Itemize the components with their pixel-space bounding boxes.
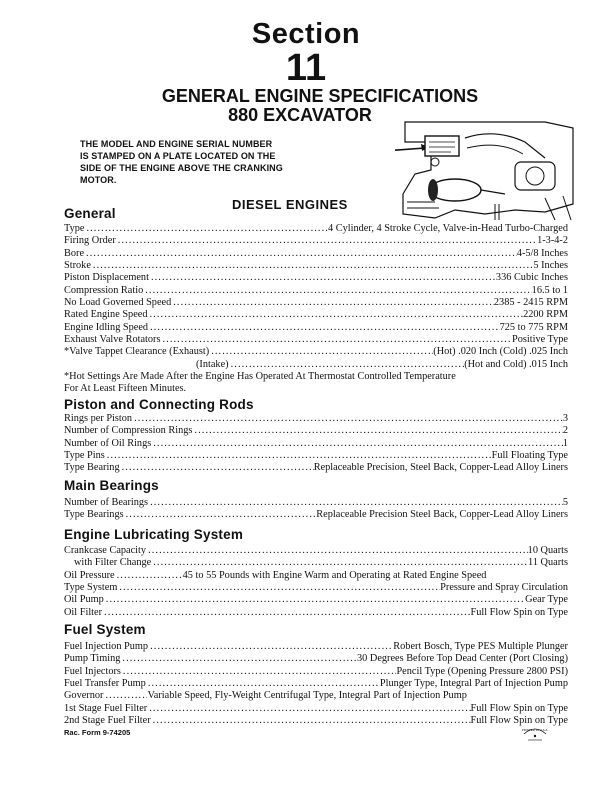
spec-label: Stroke [64,260,91,272]
spec-row [64,297,568,309]
spec-value: 30 Degrees Before Top Dead Center (Port Closing) [357,653,568,665]
spec-value: 10 Quarts [527,545,568,556]
footnote-line: *Hot Settings Are Made After the Engine Has Operated At Thermostat Controlled Temperature [64,371,456,382]
piston-heading: Piston and Connecting Rods [64,397,254,412]
spec-label: Number of Bearings [64,497,149,508]
leader-dots [148,641,393,653]
lubricating-specs [64,545,568,619]
spec-value: (Hot and Cold) .015 Inch [464,358,568,370]
spec-row [64,703,568,715]
spec-label: Oil Filter [64,606,103,618]
leader-dots [147,703,470,715]
spec-label: 2nd Stage Fuel Filter [64,715,151,727]
spec-label: Crankcase Capacity [64,545,147,556]
leader-dots [146,545,528,557]
spec-value: Positive Type [511,334,568,346]
spec-row [64,272,568,284]
union-label-icon [520,722,550,744]
spec-value: 2200 RPM [523,309,568,321]
leader-dots [146,678,380,690]
serial-note-line: MOTOR. [80,175,117,185]
leader-dots [121,666,397,678]
leader-dots [84,223,328,235]
spec-row [64,223,568,235]
leader-dots [209,346,433,358]
spec-row [64,545,568,557]
spec-row [64,346,568,358]
spec-row [64,462,568,474]
union-label-text: PRINTED IN U.S.A. [521,728,549,732]
spec-row [64,425,568,437]
spec-label: Oil Pump [64,594,104,606]
spec-label: with Filter Change [74,557,152,569]
spec-row [64,413,568,425]
leader-dots [171,297,494,309]
fuel-specs [64,641,568,727]
spec-row [64,309,568,321]
spec-row [64,557,568,569]
section-number: 11 [285,47,327,89]
spec-label: Governor [64,690,104,702]
spec-row [64,235,568,247]
section-label: Section [251,18,361,50]
main-bearings-specs [64,497,568,522]
spec-value: 4-5/8 Inches [516,247,568,259]
leader-dots [115,570,183,582]
spec-label: Firing Order [64,235,116,247]
spec-label: (Intake) [196,358,229,370]
spec-label: Type System [64,582,118,594]
spec-value: Replaceable Precision, Steel Back, Copper-Lead Alloy Liners [313,462,568,474]
general-heading: General [64,206,116,221]
spec-row [64,438,568,450]
leader-dots [229,359,465,371]
spec-label: Engine Idling Speed [64,321,149,333]
spec-value: 11 Quarts [528,557,568,569]
general-specs [64,223,568,371]
spec-value: 1-3-4-2 [537,235,568,247]
spec-row [64,607,568,619]
leader-dots [148,322,500,334]
spec-label: Oil Pressure [64,569,115,581]
leader-dots [151,438,563,450]
spec-value: 2385 - 2415 RPM [493,297,568,309]
spec-value: Full Floating Type [491,450,568,462]
spec-value: 336 Cubic Inches [495,272,568,284]
spec-row [64,582,568,594]
spec-row [64,509,568,521]
leader-dots [117,582,440,594]
spec-row [64,594,568,606]
spec-row [64,715,568,727]
leader-dots [124,509,317,521]
leader-dots [105,450,492,462]
spec-value: Robert Bosch, Type PES Multiple Plunger [393,641,568,652]
spec-label: Type Bearing [64,462,120,474]
leader-dots [132,413,563,425]
leader-dots [103,690,147,702]
spec-value: Pressure and Spray Circulation [440,582,568,594]
spec-value: 5 Inches [533,260,568,272]
spec-row [64,359,568,371]
spec-value: 4 Cylinder, 4 Stroke Cycle, Valve-in-Head Turbo-Charged [327,223,568,234]
spec-label: Type Pins [64,450,105,462]
piston-specs [64,413,568,475]
spec-row [64,641,568,653]
spec-value: 45 to 55 Pounds with Engine Warm and Operating at Rated Engine Speed [182,569,487,581]
spec-label: Fuel Injectors [64,665,121,677]
spec-value: 16.5 to 1 [531,284,568,296]
leader-dots [120,462,314,474]
leader-dots [84,248,517,260]
form-number: Rac. Form 9-74205 [64,728,131,737]
spec-label: Rated Engine Speed [64,309,148,321]
spec-row [64,334,568,346]
serial-note-line: SIDE OF THE ENGINE ABOVE THE CRANKING [80,163,283,173]
page-subtitle: 880 EXCAVATOR [228,105,372,125]
leader-dots [151,715,471,727]
spec-label: 1st Stage Fuel Filter [64,702,148,714]
spec-value: Full Flow Spin on Type [470,715,568,727]
spec-value: Full Flow Spin on Type [470,702,568,714]
footnote-line: For At Least Fifteen Minutes. [64,383,187,395]
spec-value: Plunger Type, Integral Part of Injection Pump [379,678,568,690]
temperature-footnote [64,371,568,396]
fuel-heading: Fuel System [64,622,146,637]
main-bearings-heading: Main Bearings [64,478,159,493]
spec-label: Compression Ratio [64,284,144,296]
spec-label: Fuel Transfer Pump [64,678,146,690]
spec-value: (Hot) .020 Inch (Cold) .025 Inch [433,346,568,358]
spec-label: Number of Compression Rings [64,425,193,437]
spec-value: 725 to 775 RPM [499,321,568,333]
spec-row [64,450,568,462]
engine-type-heading: DIESEL ENGINES [232,197,348,212]
spec-label: Fuel Injection Pump [64,641,149,652]
leader-dots [192,425,562,437]
leader-dots [148,497,563,509]
spec-value: Pencil Type (Opening Pressure 2800 PSI) [396,665,568,677]
spec-value: Variable Speed, Fly-Weight Centrifugal Type, Integral Part of Injection Pump [147,690,467,702]
spec-label: Rings per Piston [64,413,133,424]
leader-dots [120,653,357,665]
spec-value: Gear Type [525,594,568,606]
spec-row [64,285,568,297]
serial-note-line: IS STAMPED ON A PLATE LOCATED ON THE [80,151,276,161]
leader-dots [151,557,528,569]
spec-label: Number of Oil Rings [64,437,152,449]
leader-dots [104,594,525,606]
spec-row [64,666,568,678]
spec-label: Bore [64,247,85,259]
spec-label: Type Bearings [64,509,124,521]
spec-label: Pump Timing [64,653,121,665]
spec-row [64,248,568,260]
spec-value: Replaceable Precision Steel Back, Copper-Lead Alloy Liners [316,509,568,521]
spec-label: No Load Governed Speed [64,297,172,309]
spec-row [64,497,568,509]
spec-value: 3 [562,413,568,424]
spec-row [64,260,568,272]
spec-row [64,690,568,702]
spec-label: Type [64,223,85,234]
spec-value: 2 [562,425,568,437]
spec-value: 5 [562,497,568,508]
spec-row [64,678,568,690]
spec-label: *Valve Tappet Clearance (Exhaust) [64,346,210,358]
leader-dots [143,285,531,297]
leader-dots [102,607,470,619]
serial-note-line: THE MODEL AND ENGINE SERIAL NUMBER [80,139,273,149]
leader-dots [91,260,534,272]
leader-dots [149,272,496,284]
spec-value: 1 [562,437,568,449]
serial-number-note [80,138,320,186]
lubricating-heading: Engine Lubricating System [64,527,244,542]
spec-row [64,570,568,582]
spec-label: Exhaust Valve Rotators [64,334,161,346]
spec-row [64,653,568,665]
engine-illustration [395,118,577,224]
spec-value: Full Flow Spin on Type [470,606,568,618]
leader-dots [116,235,537,247]
leader-dots [148,309,524,321]
page-title: GENERAL ENGINE SPECIFICATIONS [161,86,479,106]
leader-dots [160,334,512,346]
spec-row [64,322,568,334]
spec-label: Piston Displacement [64,272,149,284]
